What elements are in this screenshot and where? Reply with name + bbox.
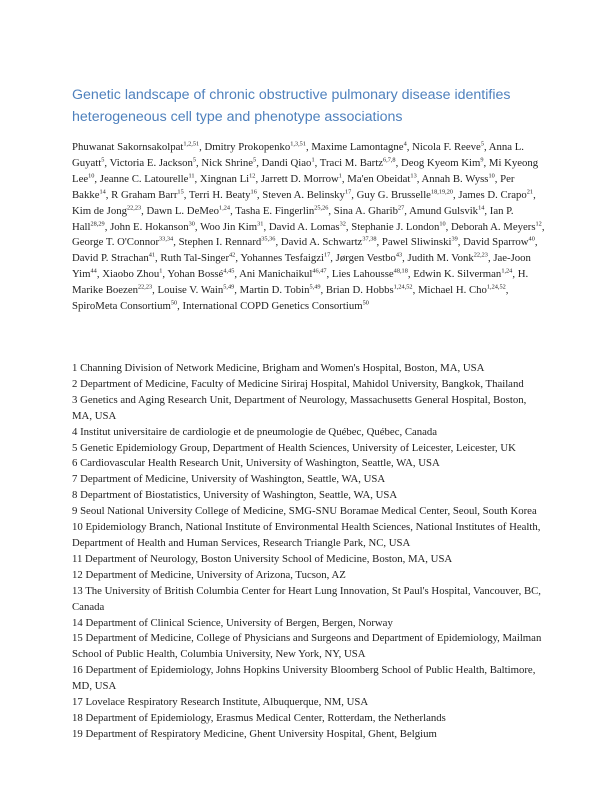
author-affiliation-marker: 5,49 [309, 283, 321, 291]
author-affiliation-marker: 40 [528, 235, 535, 243]
author-affiliation-marker: 1,3,51 [290, 140, 306, 148]
author-affiliation-marker: 22,23 [126, 204, 142, 212]
affiliation-item: 7 Department of Medicine, University of Washington, Seattle, WA, USA [72, 473, 386, 486]
author-name: Judith M. Vonk [407, 252, 474, 265]
author-affiliation-marker: 31 [257, 219, 264, 227]
author-name: Stephen I. Rennard [178, 236, 262, 249]
author-name: Ani Manichaikul [239, 268, 313, 281]
author-name: David Sparrow [463, 236, 529, 249]
author-name: Terri H. Beaty [188, 188, 251, 201]
author-name: Dandi Qiao [261, 156, 312, 169]
author-affiliation-marker: 35,36 [261, 235, 276, 243]
author-affiliation-marker: 1 [338, 172, 342, 180]
author-name: Yohan Bossé [167, 268, 224, 281]
author-affiliation-marker: 21 [526, 188, 534, 196]
author-affiliation-marker: 17 [323, 251, 331, 259]
affiliation-item: 17 Lovelace Respiratory Research Institute, Albuquerque, NM, USA [72, 696, 369, 709]
author-affiliation-marker: 25,26 [314, 204, 329, 212]
author-affiliation-marker: 50 [170, 299, 178, 307]
author-affiliation-marker: 22,23 [473, 251, 488, 259]
author-name: Traci M. Bartz [319, 156, 383, 169]
author-name: R Graham Barr [111, 188, 178, 201]
author-name: Jae-Joon Yim [72, 252, 531, 281]
affiliation-item: 11 Department of Neurology, Boston University School of Medicine, Boston, MA, USA [72, 552, 453, 565]
author-affiliation-marker: 5 [192, 156, 197, 164]
author-affiliation-marker: 1,24 [501, 267, 513, 275]
author-affiliation-marker: 44 [90, 267, 97, 275]
affiliation-item: 12 Department of Medicine, University of Arizona, Tucson, AZ [72, 568, 346, 581]
author-name: Deog Kyeom Kim [400, 156, 481, 169]
author-name: James D. Crapo [458, 188, 527, 201]
author-affiliation-marker: 41 [148, 251, 156, 259]
author-affiliation-marker: 32 [339, 219, 346, 227]
author-name: Anna L. Guyatt [72, 141, 524, 169]
author-name: David A. Schwartz [280, 236, 363, 249]
author-name: Deborah A. Meyers [451, 220, 536, 233]
title-line-2: heterogeneous cell type and phenotype associations [72, 109, 403, 125]
author-list: Phuwanat Sakornsakolpat$^{1,2,51}$, Dmitry Prokopenko$^{1,3,51}$, Maxime Lamontagne$^4$, Nicola F. Reeve$^5$, Anna L. Guyatt$^5$, Victoria E. Jackson$^5$, Nick Shrine$^5$, Dandi Qiao$^1$, Traci M. Bartz$^{6,7,8}$, Deog Kyeom Kim$^9$, Mi Kyeong Lee$^{10}$, Jeanne C. Latourelle$^{11}$, Xingnan Li$^{12}$, Jarrett D. Morrow$^1$, Ma'en Obeidat$^{13}$, Annah B. Wyss$^{10}$, Per Bakke$^{14}$, R Graham Barr$^{15}$, Terri H. Beaty$^{16}$, Steven A. Belinsky$^{17}$, Guy G. Brusselle$^{18,19,20}$, James D. Crapo$^{21}$, Kim de Jong$^{22,23}$, Dawn L. DeMeo$^{1,24}$, Tasha E. Fingerlin$^{25,26}$, Sina A. Gharib$^{27}$, Amund Gulsvik$^{14}$, Ian P. Hall$^{28,29}$, John E. Hokanson$^{30}$, Woo Jin Kim$^{31}$, David A. Lomas$^{32}$, Stephanie J. London$^{10}$, Deborah A. Meyers$^{12}$, George T. O'Connor$^{33,34}$, Stephen I. Rennard$^{35,36}$, David A. Schwartz$^{37,38}$, Pawel Sliwinski$^{39}$, David Sparrow$^{40}$, David P. Strachan$^{41}$, Ruth Tal-Singer$^{42}$, Yohannes Tesfaigzi$^{17}$, Jørgen Vestbo$^{43}$, Judith M. Vonk$^{22,23}$, Jae-Joon Yim$^{44}$, Xiaobo Zhou$^1$, Yohan Bossé$^{4,45}$, Ani Manichaikul$^{46,47}$, Lies Lahousse$^{48,18}$, Edwin K. Silverman$^{1,24}$, H. Marike Boezen$^{22,23}$, Louise V. Wain$^{5,49}$, Martin D. Tobin$^{5,49}$, Brian D. Hobbs$^{1,24,52}$, Michael H. Cho$^{1,24,52}$, SpiroMeta Consortium$^{50}$, International COPD Genetics Consortium$^{50}$ [72, 140, 545, 313]
author-affiliation-marker: 50 [362, 299, 369, 307]
author-name: Brian D. Hobbs [325, 284, 394, 297]
author-name: Yohannes Tesfaigzi [240, 252, 324, 265]
author-name: Annah B. Wyss [421, 172, 489, 185]
author-name: Nick Shrine [201, 156, 254, 169]
author-affiliation-marker: 16 [250, 188, 257, 196]
author-affiliation-marker: 5,49 [223, 283, 235, 291]
author-name: Amund Gulsvik [409, 204, 479, 217]
author-affiliation-marker: 33,34 [159, 235, 174, 243]
affiliation-item: 19 Department of Respiratory Medicine, Ghent University Hospital, Ghent, Belgium [72, 727, 437, 740]
author-name: Steven A. Belinsky [262, 188, 345, 201]
affiliation-item: 4 Institut universitaire de cardiologie et de pneumologie de Québec, Québec, Canada [72, 425, 438, 438]
author-affiliation-marker: 4 [403, 140, 407, 148]
author-affiliation-marker: 43 [395, 251, 403, 259]
author-name: Dmitry Prokopenko [204, 141, 291, 153]
affiliation-item: 2 Department of Medicine, Faculty of Medicine Siriraj Hospital, Mahidol University, Bangkok, Thailand [72, 377, 524, 390]
author-name: Xiaobo Zhou [102, 268, 160, 281]
author-affiliation-marker: 1,24,52 [393, 283, 413, 291]
paper-title [72, 84, 542, 128]
author-name: Woo Jin Kim [200, 220, 258, 233]
affiliation-item: 1 Channing Division of Network Medicine, Brigham and Women's Hospital, Boston, MA, USA [72, 362, 485, 374]
author-name: Ruth Tal-Singer [160, 252, 230, 265]
author-name: Michael H. Cho [417, 284, 487, 297]
author-name: Kim de Jong [72, 204, 127, 217]
author-name: Mi Kyeong Lee [72, 156, 539, 185]
author-affiliation-marker: 1,24 [219, 204, 231, 212]
author-name: David P. Strachan [72, 252, 149, 265]
author-affiliation-marker: 17 [344, 188, 352, 196]
affiliation-item: 14 Department of Clinical Science, University of Bergen, Bergen, Norway [72, 616, 393, 629]
affiliation-item: 5 Genetic Epidemiology Group, Department of Health Sciences, University of Leicester, Leicester, UK [72, 441, 516, 454]
author-name: George T. O'Connor [72, 236, 160, 249]
author-affiliation-marker: 15 [177, 188, 184, 196]
affiliation-item: 15 Department of Medicine, College of Physicians and Surgeons and Department of Epidemiology, Mailman School of Public Health, Columbia University, New York, NY, USA [72, 632, 542, 661]
author-name: Tasha E. Fingerlin [235, 204, 315, 217]
author-name: Ian P. Hall [72, 204, 514, 233]
author-name: Jeanne C. Latourelle [99, 172, 189, 185]
author-name: Guy G. Brusselle [356, 188, 431, 201]
author-name: John E. Hokanson [110, 220, 189, 233]
author-affiliation-marker: 1 [311, 156, 315, 164]
affiliation-item: 8 Department of Biostatistics, University of Washington, Seattle, WA, USA [72, 489, 398, 502]
author-affiliation-marker: 42 [229, 251, 236, 259]
author-affiliation-marker: 12 [249, 172, 256, 180]
author-name: Sina A. Gharib [333, 204, 398, 217]
affiliation-item: 18 Department of Epidemiology, Erasmus Medical Center, Rotterdam, the Netherlands [72, 711, 446, 724]
author-name: Louise V. Wain [157, 284, 224, 297]
affiliation-item: 16 Department of Epidemiology, Johns Hopkins University Bloomberg School of Public Health, Baltimore, MD, USA [72, 664, 536, 693]
author-name: David A. Lomas [268, 220, 340, 233]
author-affiliation-marker: 22,23 [137, 283, 153, 291]
author-name: Pawel Sliwinski [381, 236, 452, 249]
author-affiliation-marker: 5 [101, 156, 105, 164]
author-affiliation-marker: 4,45 [223, 267, 235, 275]
author-name: Jørgen Vestbo [335, 252, 396, 265]
author-affiliation-marker: 10 [88, 172, 95, 180]
author-affiliation-marker: 12 [535, 219, 542, 227]
author-name: International COPD Genetics Consortium [182, 300, 363, 313]
author-name: Jarrett D. Morrow [260, 172, 339, 185]
author-affiliation-marker: 14 [99, 188, 106, 196]
author-affiliation-marker: 46,47 [312, 267, 327, 275]
author-affiliation-marker: 18,19,20 [430, 188, 454, 196]
author-name: Lies Lahousse [331, 268, 394, 281]
affiliation-item: 6 Cardiovascular Health Research Unit, University of Washington, Seattle, WA, USA [72, 457, 440, 470]
author-affiliation-marker: 10 [439, 219, 446, 227]
author-affiliation-marker: 1 [159, 267, 163, 275]
author-name: SpiroMeta Consortium [72, 300, 171, 313]
author-name: Edwin K. Silverman [413, 268, 502, 281]
author-affiliation-marker: 30 [188, 219, 195, 227]
title-line-1: Genetic landscape of chronic obstructive pulmonary disease identifies [72, 87, 511, 103]
affiliation-list [72, 361, 547, 743]
author-affiliation-marker: 48,18 [393, 267, 408, 275]
author-name: Nicola F. Reeve [412, 141, 481, 153]
author-affiliation-marker: 9 [480, 156, 484, 164]
author-affiliation-marker: 5 [480, 140, 484, 148]
author-affiliation-marker: 5 [253, 156, 257, 164]
author-name: Xingnan Li [199, 172, 250, 185]
author-affiliation-marker: 1,2,51 [183, 140, 200, 148]
author-affiliation-marker: 11 [188, 172, 195, 180]
author-name: Ma'en Obeidat [347, 172, 411, 185]
author-affiliation-marker: 10 [488, 172, 495, 180]
author-name: Stephanie J. London [351, 220, 440, 233]
author-affiliation-marker: 28,29 [90, 219, 105, 227]
author-name: Maxime Lamontagne [311, 141, 404, 153]
author-affiliation-marker: 6,7,8 [382, 156, 396, 164]
author-affiliation-marker: 39 [451, 235, 458, 243]
author-affiliation-marker: 37,38 [362, 235, 377, 243]
affiliation-item: 10 Epidemiology Branch, National Institute of Environmental Health Sciences, National Institutes of Health, Department of Health and Human Services, Research Triangle Park, NC, USA [72, 521, 541, 549]
author-name: H. Marike Boezen [72, 268, 529, 297]
affiliation-item: 3 Genetics and Aging Research Unit, Department of Neurology, Massachusetts General Hospital, Boston, MA, USA [72, 393, 527, 422]
author-affiliation-marker: 1,24,52 [486, 283, 506, 291]
author-name: Victoria E. Jackson [109, 156, 193, 169]
affiliation-item: 13 The University of British Columbia Center for Heart Lung Innovation, St Paul's Hospital, Vancouver, BC, Canada [72, 584, 541, 613]
author-affiliation-marker: 13 [410, 172, 417, 180]
author-name: Phuwanat Sakornsakolpat [72, 141, 184, 153]
affiliation-item: 9 Seoul National University College of Medicine, SMG-SNU Boramae Medical Center, Seoul, South Korea [72, 505, 537, 518]
author-name: Dawn L. DeMeo [146, 204, 220, 217]
author-name: Per Bakke [72, 172, 515, 201]
author-name: Martin D. Tobin [239, 284, 310, 297]
author-affiliation-marker: 27 [397, 204, 405, 212]
author-affiliation-marker: 14 [478, 204, 485, 212]
